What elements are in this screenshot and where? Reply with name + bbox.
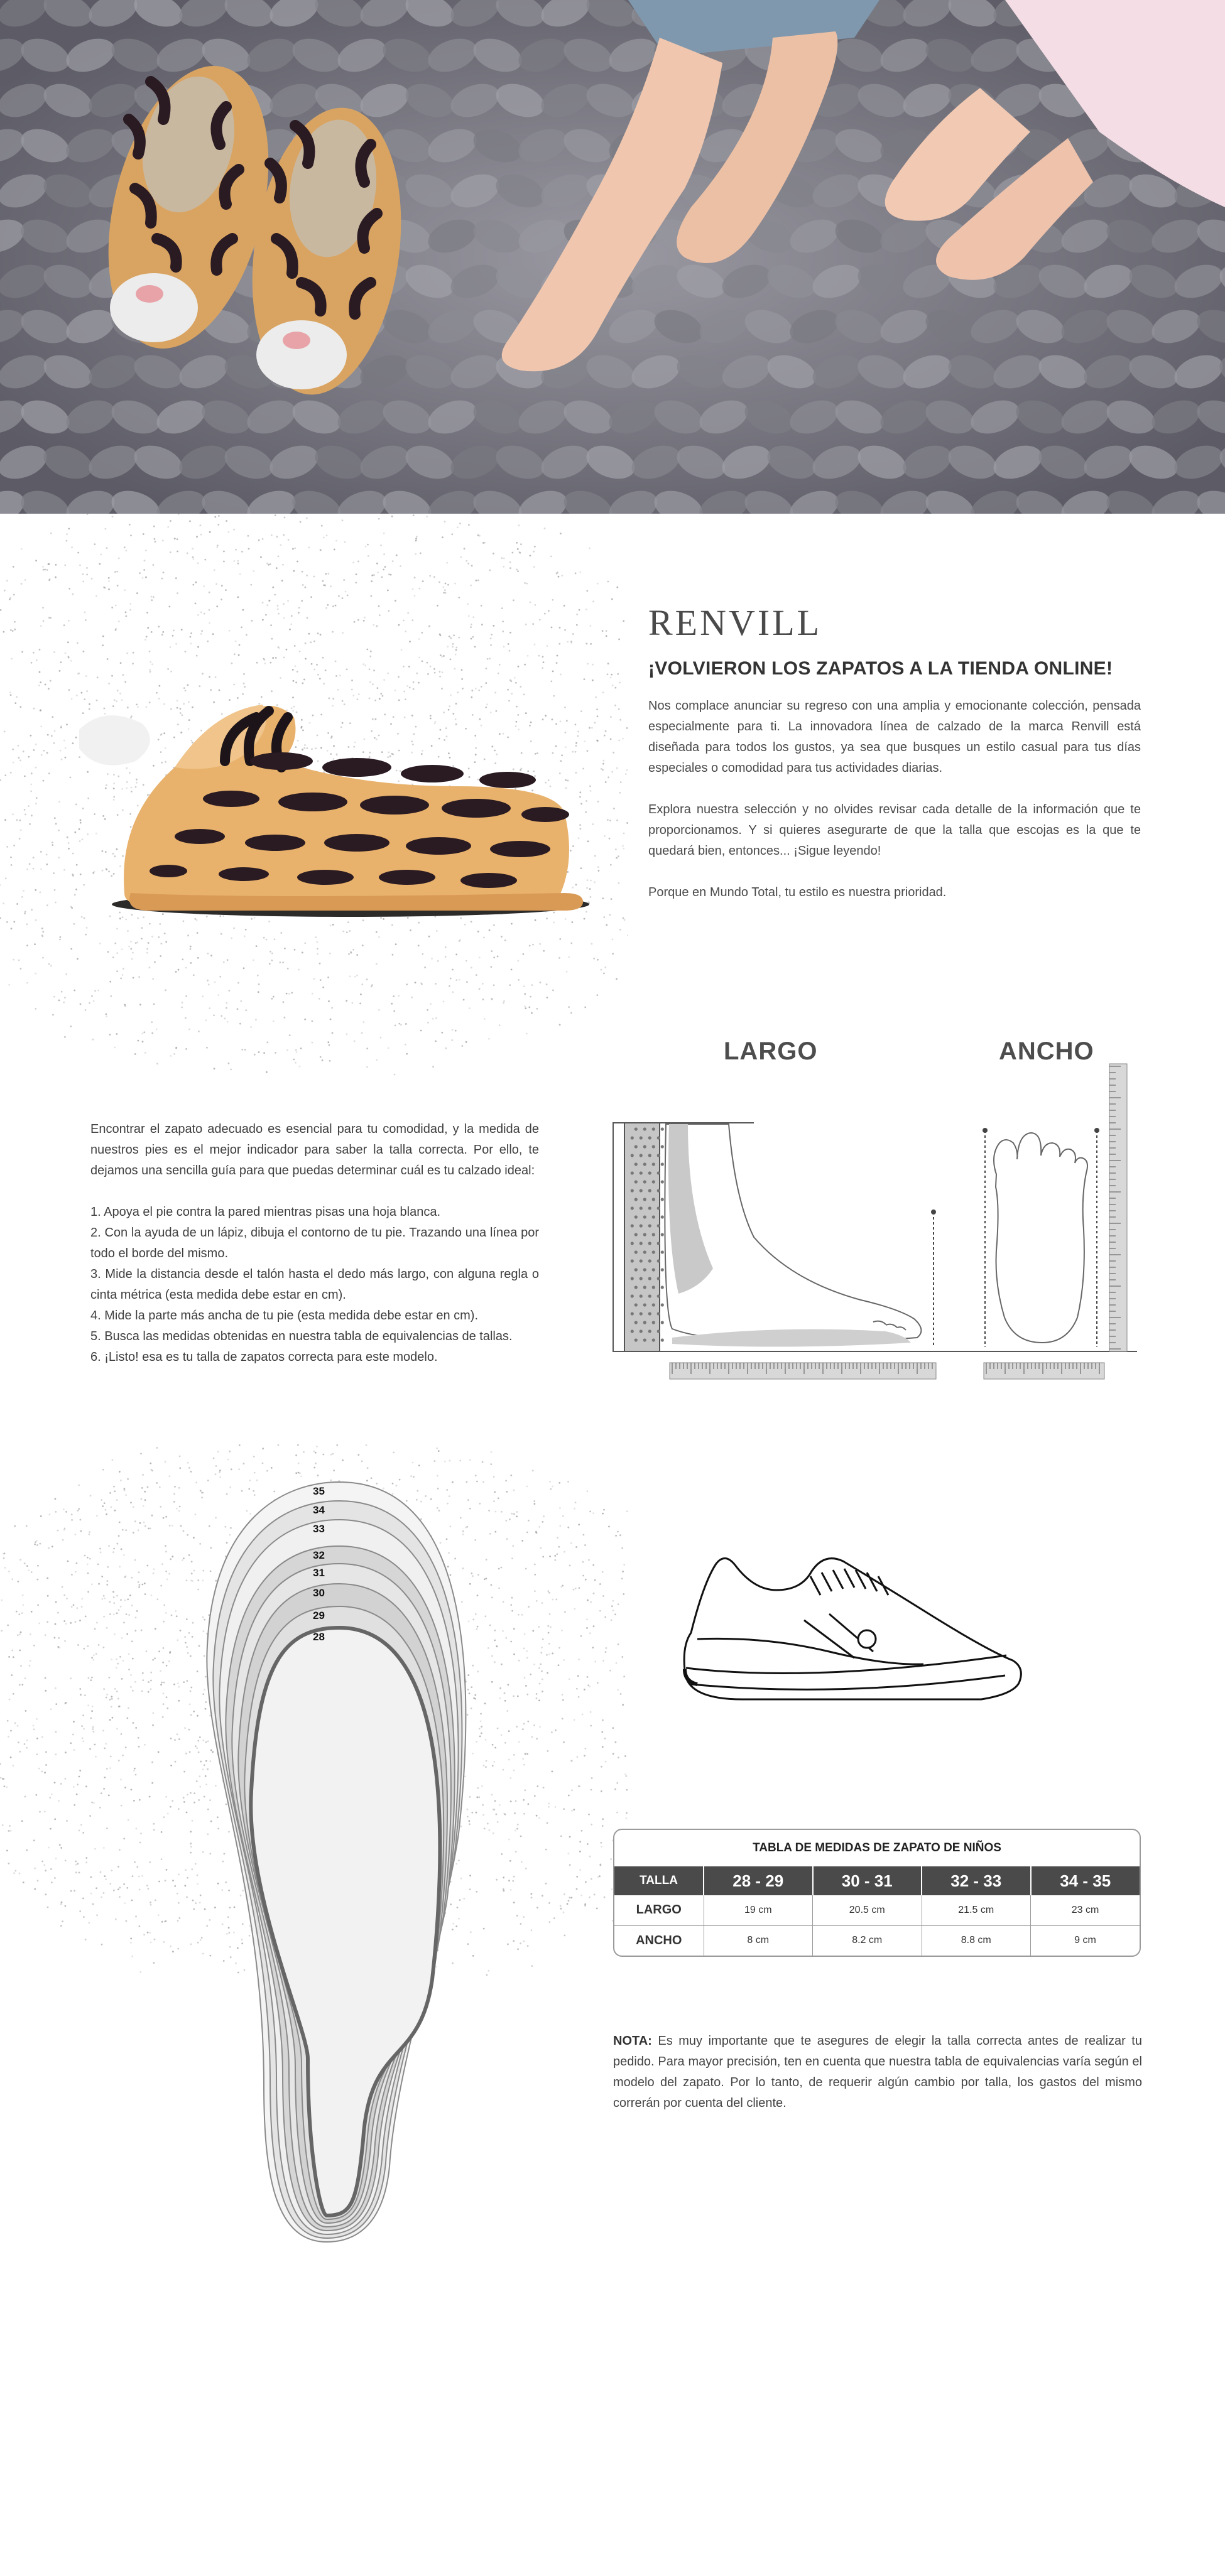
note-label: NOTA: — [613, 2034, 652, 2048]
table-cell: 9 cm — [1074, 1935, 1096, 1946]
table-header-cell: 32 - 33 — [922, 1866, 1031, 1895]
guide-intro: Encontrar el zapato adecuado es esencial para tu comodidad, y la medida de nuestros pies es el mejor indicador para saber la talla correcta. Por ello, te dejamos una sencilla guía para que puedas determinar cuál es tu calzado ideal: — [90, 1122, 539, 1177]
note-text — [613, 2031, 1142, 2114]
guide-step: 3. Mide la distancia desde el talón hasta el dedo más largo, con alguna regla o cinta métrica (esta medida debe estar en cm). — [90, 1267, 539, 1302]
table-header-row — [614, 1866, 1140, 1895]
sole-size-label: 29 — [313, 1610, 325, 1621]
sole-size-label: 35 — [313, 1485, 325, 1497]
table-row-label: LARGO — [614, 1895, 704, 1925]
brand-name: RENVILL — [648, 602, 822, 643]
note-body: Es muy importante que te asegures de elegir la talla correcta antes de realizar tu pedido. Para mayor precisión, ten en cuenta que nuestra tabla de equivalencias varía según el modelo del zapato. Por lo tanto, de requerir algún cambio por talla, los gastos del mismo correrán por cuenta del cliente. — [613, 2034, 1142, 2110]
table-cell: 23 cm — [1031, 1895, 1140, 1925]
guide-step: 5. Busca las medidas obtenidas en nuestra tabla de equivalencias de tallas. — [90, 1329, 513, 1343]
table-cell: 8.2 cm — [813, 1925, 922, 1956]
wall-icon — [624, 1123, 660, 1351]
intro-paragraph-3: Porque en Mundo Total, tu estilo es nuestra prioridad. — [648, 885, 947, 899]
intro-paragraph-1: Nos complace anunciar su regreso con una amplia y emocionante colección, pensada especialmente para ti. La innovadora línea de calzado de la marca Renvill está diseñada para todos los gustos, ya sea que busques un estilo casual para tus días especiales o comodidad para tus actividades diarias. — [648, 699, 1141, 775]
guide-step: 6. ¡Listo! esa es tu talla de zapatos correcta para este modelo. — [90, 1350, 438, 1364]
tiger-slipper-side-view — [74, 661, 596, 924]
table-row — [614, 1895, 1140, 1925]
sole-size-label: 30 — [313, 1587, 325, 1599]
sole-size-label: 32 — [313, 1549, 325, 1561]
page-headline: ¡VOLVIERON LOS ZAPATOS A LA TIENDA ONLINE! — [648, 658, 1113, 679]
table-header-cell: 30 - 31 — [813, 1866, 922, 1895]
intro-paragraph-2: Explora nuestra selección y no olvides revisar cada detalle de la información que te proporcionamos. Y si quieres asegurarte de que la talla que escojas es la que te quedará bien, entonces... ¡Sigue leyendo! — [648, 803, 1141, 858]
vertical-ruler — [1109, 1064, 1127, 1351]
table-cell: 8.8 cm — [922, 1925, 1031, 1956]
foot-measurement-diagram — [609, 1061, 1150, 1400]
size-table — [613, 1829, 1141, 1957]
guide-step: 2. Con la ayuda de un lápiz, dibuja el contorno de tu pie. Trazando una línea por todo el borde del mismo. — [90, 1226, 539, 1260]
ancho-label: ANCHO — [999, 1037, 1094, 1065]
guide-steps — [90, 1202, 539, 1368]
size-table-title: TABLA DE MEDIDAS DE ZAPATO DE NIÑOS — [753, 1841, 1001, 1854]
table-cell: 19 cm — [704, 1895, 813, 1925]
width-ruler — [984, 1363, 1104, 1379]
table-header-cell: TALLA — [614, 1866, 704, 1895]
sole-size-label: 33 — [313, 1523, 325, 1535]
foot-top-icon — [994, 1133, 1087, 1343]
largo-label: LARGO — [724, 1037, 818, 1065]
knit-blanket-scene — [0, 0, 1225, 514]
guide-step: 4. Mide la parte más ancha de tu pie (esta medida debe estar en cm). — [90, 1309, 479, 1323]
table-cell: 21.5 cm — [922, 1895, 1031, 1925]
hero-photo — [0, 0, 1225, 514]
table-row — [614, 1925, 1140, 1956]
table-header-cell: 28 - 29 — [704, 1866, 813, 1895]
foot-side-icon — [665, 1124, 921, 1347]
sneaker-outline-icon — [678, 1545, 1023, 1708]
table-row-label: ANCHO — [614, 1925, 704, 1956]
sole-size-label: 31 — [313, 1567, 325, 1579]
sole-size-label: 34 — [313, 1504, 325, 1516]
guide-step: 1. Apoya el pie contra la pared mientras pisas una hoja blanca. — [90, 1205, 441, 1219]
nested-soles-size-chart — [195, 1476, 484, 2254]
size-table-grid — [614, 1866, 1140, 1956]
table-header-cell: 34 - 35 — [1031, 1866, 1140, 1895]
table-cell: 8 cm — [704, 1925, 813, 1956]
table-cell: 20.5 cm — [813, 1895, 922, 1925]
sole-size-label: 28 — [313, 1631, 325, 1643]
size-guide-text — [90, 1119, 539, 1368]
